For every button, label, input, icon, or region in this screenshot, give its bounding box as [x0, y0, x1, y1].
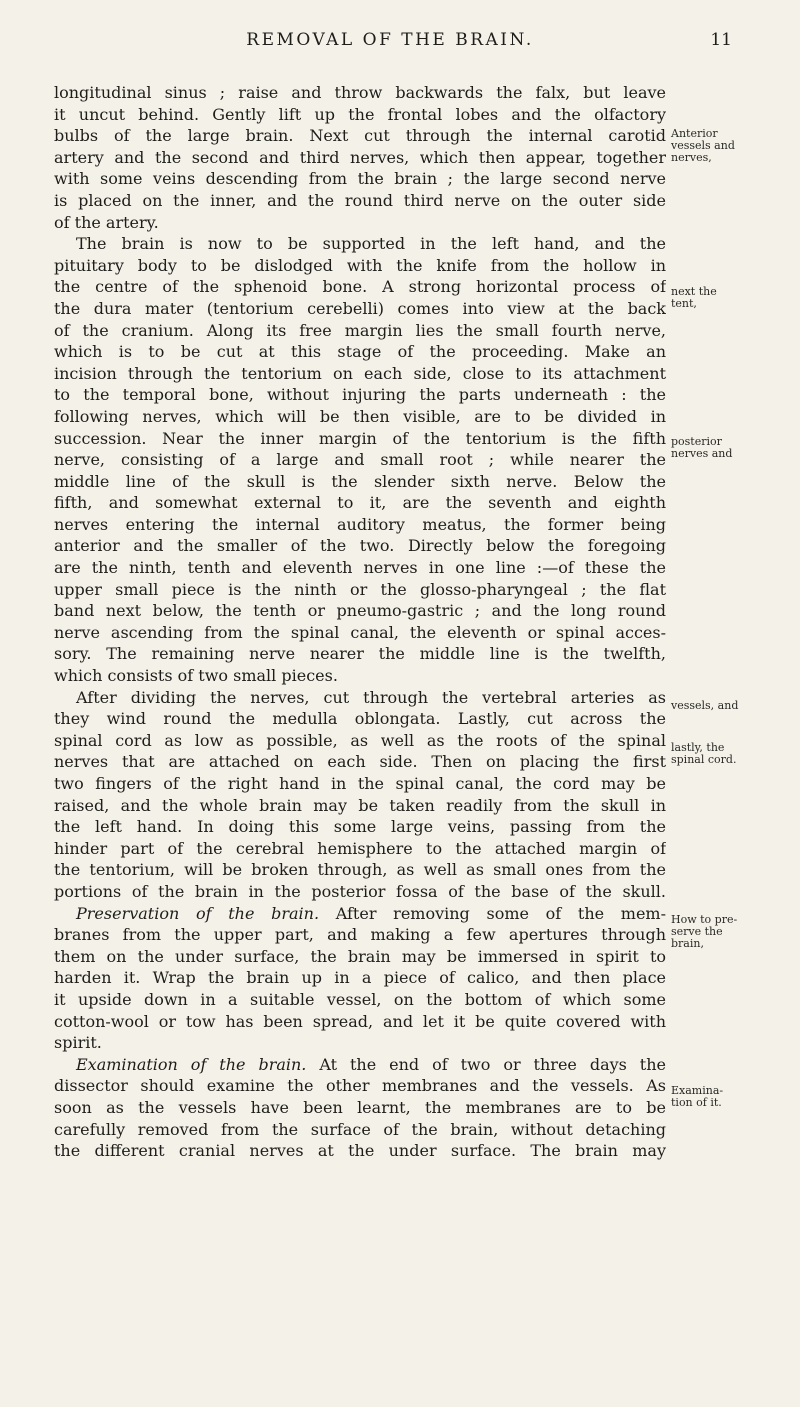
text-line: upper small piece is the ninth or the glosso-pharyngeal ; the flat — [54, 579, 666, 599]
margin-note-examination — [671, 1085, 783, 1109]
text-line: are the ninth, tenth and eleventh nerves in one line :—of these the — [54, 558, 666, 578]
margin-note-next-tent — [671, 286, 783, 310]
margin-note-anterior — [671, 128, 783, 164]
text-line: longitudinal sinus ; raise and throw backwards the falx, but leave — [54, 83, 666, 102]
text-line: is placed on the inner, and the round third nerve on the outer side — [54, 190, 666, 210]
text-line: the tentorium, will be broken through, as well as small ones from the — [54, 860, 666, 880]
paragraph-start: The brain is now to be supported in the left hand, and the — [76, 234, 666, 254]
margin-note-spinal-cord — [671, 742, 783, 766]
text-line: following nerves, which will be then visible, are to be divided in — [54, 406, 666, 426]
text-line: pituitary body to be dislodged with the knife from the hollow in — [54, 255, 666, 275]
margin-note-line: How to pre- — [671, 913, 738, 926]
text-line: two fingers of the right hand in the spinal canal, the cord may be — [54, 774, 666, 793]
text-line: incision through the tentorium on each side, close to its attachment — [54, 363, 666, 383]
text-line: harden it. Wrap the brain up in a piece of calico, and then place — [54, 968, 666, 988]
paragraph-start-examination: Examination of the brain. At the end of two or three days the — [76, 1054, 666, 1074]
text-line: them on the under surface, the brain may be immersed in spirit to — [54, 946, 666, 966]
text-line: band next below, the tenth or pneumo-gastric ; and the long round — [54, 601, 666, 621]
text-line: the left hand. In doing this some large veins, passing from the — [54, 817, 666, 837]
run-in-heading: Preservation of the brain. — [76, 903, 320, 923]
text-line: which is to be cut at this stage of the proceeding. Make an — [54, 342, 666, 362]
running-header — [60, 30, 732, 56]
text-line: raised, and the whole brain may be taken readily from the skull in — [54, 795, 666, 815]
text-line: cotton-wool or tow has been spread, and let it be quite covered with — [54, 1011, 666, 1031]
text-line: nerve ascending from the spinal canal, the eleventh or spinal acces- — [54, 622, 666, 642]
text-line: to the temporal bone, without injuring the parts underneath : the — [54, 385, 666, 405]
body-text — [54, 82, 666, 1162]
text-line: of the artery. — [54, 212, 159, 232]
running-title: REMOVAL OF THE BRAIN. — [246, 30, 534, 50]
run-in-heading: Examination of the brain. — [76, 1054, 307, 1074]
text-line: middle line of the skull is the slender sixth nerve. Below the — [54, 471, 666, 491]
margin-note-line: brain, — [671, 937, 704, 950]
margin-note-line: posterior — [671, 435, 722, 448]
text-line: branes from the upper part, and making a few apertures through — [54, 925, 666, 945]
margin-note-line: tent, — [671, 297, 697, 310]
text-line: hinder part of the cerebral hemisphere to the attached margin of — [54, 838, 666, 858]
text-line: fifth, and somewhat external to it, are the seventh and eighth — [54, 493, 666, 513]
text-line: it upside down in a suitable vessel, on the bottom of which some — [54, 989, 666, 1009]
text-line: nerves that are attached on each side. Then on placing the first — [54, 752, 666, 772]
text-line: artery and the second and third nerves, which then appear, together — [54, 147, 666, 167]
margin-note-line: serve the — [671, 925, 723, 938]
text-line: portions of the brain in the posterior fossa of the base of the skull. — [54, 881, 666, 901]
text-line: carefully removed from the surface of the brain, without detaching — [54, 1119, 666, 1139]
margin-note-line: Examina- — [671, 1084, 724, 1097]
text-line: the dura mater (tentorium cerebelli) comes into view at the back — [54, 298, 666, 318]
margin-note-line: spinal cord. — [671, 753, 737, 766]
text-line: spinal cord as low as possible, as well as the roots of the spinal — [54, 730, 666, 750]
text-line: bulbs of the large brain. Next cut through the internal carotid — [54, 126, 666, 146]
paragraph-start: After dividing the nerves, cut through the vertebral arteries as — [76, 687, 666, 707]
text-line: it uncut behind. Gently lift up the frontal lobes and the olfactory — [54, 104, 666, 124]
margin-note-line: lastly, the — [671, 741, 725, 754]
text-line: succession. Near the inner margin of the tentorium is the fifth — [54, 428, 666, 448]
margin-note-line: vessels, and — [671, 699, 739, 712]
margin-note-preserve — [671, 914, 783, 950]
text-line: spirit. — [54, 1033, 102, 1053]
text-line: nerves entering the internal auditory meatus, the former being — [54, 514, 666, 534]
text-line: sory. The remaining nerve nearer the middle line is the twelfth, — [54, 644, 666, 664]
margin-note-line: next the — [671, 285, 717, 298]
margin-note-line: nerves, — [671, 151, 712, 164]
paragraph-start-preservation: Preservation of the brain. After removing some of the mem- — [76, 903, 666, 923]
text-line: the centre of the sphenoid bone. A strong horizontal process of — [54, 277, 666, 297]
text-line: which consists of two small pieces. — [54, 666, 338, 686]
margin-note-line: Anterior — [671, 127, 718, 140]
text-line: dissector should examine the other membranes and the vessels. As — [54, 1076, 666, 1096]
margin-note-posterior — [671, 436, 783, 460]
text-line: with some veins descending from the brain ; the large second nerve — [54, 169, 666, 189]
text-line: anterior and the smaller of the two. Directly below the foregoing — [54, 536, 666, 556]
text-line: nerve, consisting of a large and small root ; while nearer the — [54, 450, 666, 470]
margin-note-line: tion of it. — [671, 1096, 722, 1109]
text-line: they wind round the medulla oblongata. Lastly, cut across the — [54, 709, 666, 729]
text-line: of the cranium. Along its free margin lies the small fourth nerve, — [54, 320, 666, 340]
text-line: the different cranial nerves at the under surface. The brain may — [54, 1141, 666, 1161]
margin-note-vessels — [671, 700, 783, 712]
margin-note-line: nerves and — [671, 447, 733, 460]
page-number: 11 — [710, 30, 732, 50]
margin-note-line: vessels and — [671, 139, 735, 152]
text-line: soon as the vessels have been learnt, the membranes are to be — [54, 1097, 666, 1117]
